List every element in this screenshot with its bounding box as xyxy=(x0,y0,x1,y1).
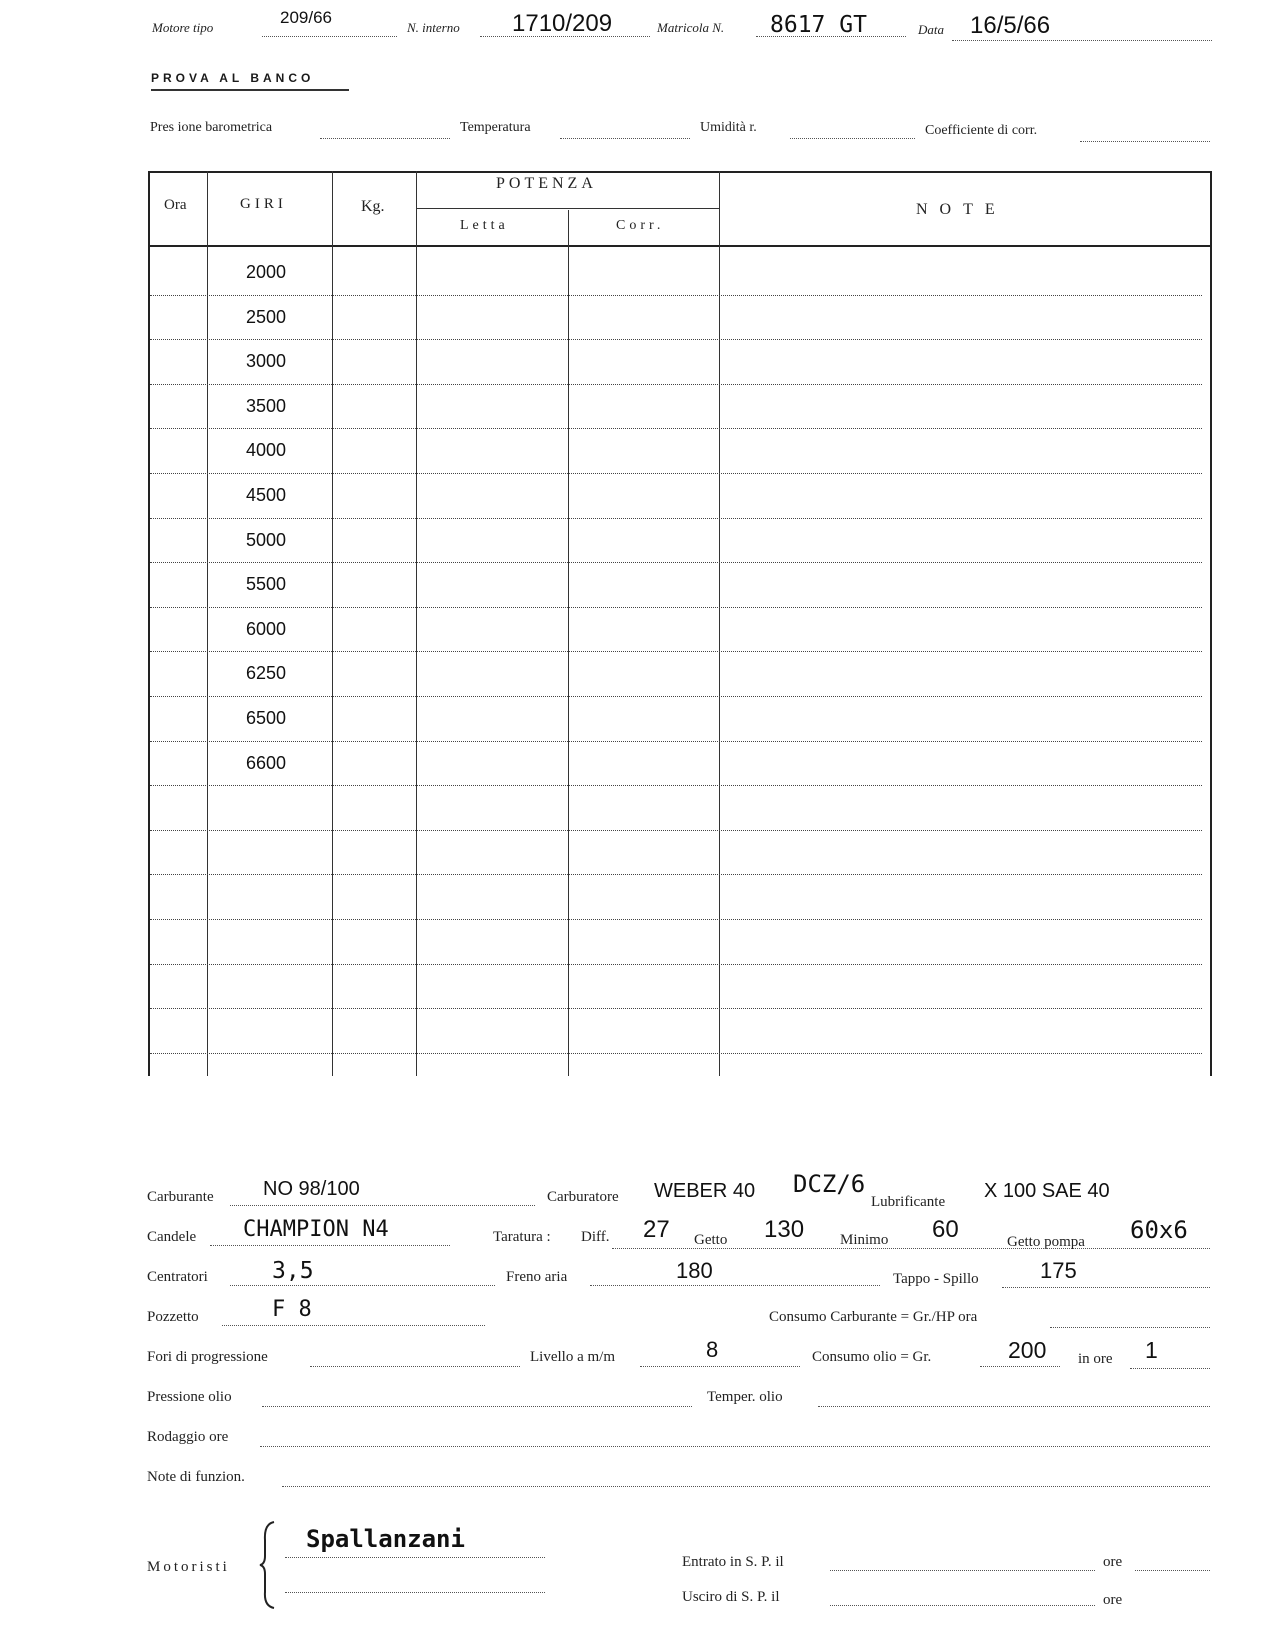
table-row-line xyxy=(150,562,1202,563)
data-label: Data xyxy=(918,22,944,37)
table-row[interactable] xyxy=(150,834,1210,879)
pressione-olio-line[interactable] xyxy=(262,1406,692,1407)
table-row-line xyxy=(150,339,1202,340)
carburante-value[interactable]: NO 98/100 xyxy=(263,1178,360,1200)
freno-aria-line xyxy=(590,1285,880,1286)
uscito-ore-label: ore xyxy=(1103,1592,1123,1608)
giri-cell: 2000 xyxy=(246,262,287,282)
pozzetto-label: Pozzetto xyxy=(147,1309,199,1325)
lubrificante-value[interactable]: X 100 SAE 40 xyxy=(984,1180,1110,1202)
giri-cell: 3500 xyxy=(246,395,287,416)
livello-line xyxy=(640,1366,800,1367)
carburatore-value[interactable]: WEBER 40 xyxy=(654,1180,756,1202)
freno-aria-value[interactable]: 180 xyxy=(676,1258,713,1283)
getto-value[interactable]: 130 xyxy=(764,1216,805,1243)
giri-cell: 6250 xyxy=(246,663,287,684)
matricola-value[interactable]: 8617 GT xyxy=(770,12,867,38)
table-row[interactable] xyxy=(150,700,1210,745)
table-header-border xyxy=(149,245,1211,247)
table-row[interactable] xyxy=(150,432,1210,477)
table-row[interactable] xyxy=(150,923,1210,968)
note-funz-label: Note di funzion. xyxy=(147,1469,245,1485)
table-row[interactable] xyxy=(150,655,1210,700)
tappo-spillo-value[interactable]: 175 xyxy=(1040,1258,1077,1283)
coefficiente-label: Coefficiente di corr. xyxy=(925,123,1038,138)
giri-cell: 4000 xyxy=(246,440,287,461)
temper-olio-line[interactable] xyxy=(818,1406,1210,1407)
consumo-olio-line xyxy=(980,1366,1060,1367)
table-row[interactable] xyxy=(150,611,1210,656)
lubrificante-label: Lubrificante xyxy=(871,1194,946,1210)
fori-line xyxy=(310,1366,520,1367)
giri-cell: 6600 xyxy=(246,752,287,773)
getto-label: Getto xyxy=(694,1232,728,1248)
note-funz-line[interactable] xyxy=(282,1486,1210,1487)
giri-cell: 5000 xyxy=(246,529,287,550)
fori-label: Fori di progressione xyxy=(147,1349,268,1365)
giri-cell: 3000 xyxy=(246,351,287,372)
candele-line xyxy=(210,1245,450,1246)
potenza-sub-border xyxy=(417,208,719,209)
diff-label: Diff. xyxy=(581,1229,610,1245)
consumo-carb-line xyxy=(1050,1327,1210,1328)
giri-cell: 6500 xyxy=(246,708,287,728)
col-header-ora: Ora xyxy=(164,197,187,213)
pressione-olio-label: Pressione olio xyxy=(147,1389,232,1405)
table-row-line xyxy=(150,785,1202,786)
candele-value[interactable]: CHAMPION N4 xyxy=(243,1217,389,1242)
livello-label: Livello a m/m xyxy=(530,1349,615,1365)
table-row-line xyxy=(150,651,1202,652)
matricola-label: Matricola N. xyxy=(657,20,725,35)
entrato-line[interactable] xyxy=(830,1570,1095,1571)
table-row[interactable] xyxy=(150,299,1210,344)
in-ore-label: in ore xyxy=(1078,1351,1113,1367)
giri-cell: 2500 xyxy=(246,306,287,327)
n-interno-value[interactable]: 1710/209 xyxy=(512,10,613,37)
table-row[interactable] xyxy=(150,1012,1210,1057)
tappo-spillo-label: Tappo - Spillo xyxy=(893,1271,979,1287)
table-row[interactable] xyxy=(150,477,1210,522)
col-header-corr: Corr. xyxy=(616,218,665,233)
carburatore-model[interactable]: DCZ/6 xyxy=(793,1170,866,1198)
carburante-line xyxy=(230,1205,535,1206)
diff-value[interactable]: 27 xyxy=(643,1216,670,1243)
temperatura-label: Temperatura xyxy=(460,120,531,135)
motorista-1-line xyxy=(285,1557,545,1558)
carburante-label: Carburante xyxy=(147,1189,214,1205)
candele-label: Candele xyxy=(147,1229,197,1245)
motorista-1-value[interactable]: Spallanzani xyxy=(306,1525,465,1553)
section-title: PROVA AL BANCO xyxy=(151,71,315,85)
col-header-giri: GIRI xyxy=(240,196,287,212)
tappo-spillo-line xyxy=(1002,1287,1210,1288)
table-row-line xyxy=(150,428,1202,429)
table-row-line xyxy=(150,1008,1202,1009)
table-row-line xyxy=(150,964,1202,965)
motoristi-label: Motoristi xyxy=(147,1559,230,1575)
table-row-line xyxy=(150,874,1202,875)
table-row[interactable] xyxy=(150,388,1210,433)
umidita-label: Umidità r. xyxy=(700,120,757,135)
getto-pompa-label: Getto pompa xyxy=(1007,1234,1085,1250)
taratura-line xyxy=(612,1248,1210,1249)
table-row[interactable] xyxy=(150,566,1210,611)
table-row-line xyxy=(150,696,1202,697)
motore-tipo-value[interactable]: 209/66 xyxy=(280,8,332,27)
col-header-potenza: POTENZA xyxy=(496,175,597,192)
table-row-line xyxy=(150,473,1202,474)
table-row[interactable] xyxy=(150,522,1210,567)
col-header-kg: Kg. xyxy=(361,198,385,215)
giri-cell: 6000 xyxy=(246,618,287,639)
centratori-value[interactable]: 3,5 xyxy=(272,1258,314,1284)
table-row[interactable] xyxy=(150,343,1210,388)
uscito-label: Usciro di S. P. il xyxy=(682,1589,780,1605)
consumo-olio-label: Consumo olio = Gr. xyxy=(812,1349,932,1365)
consumo-olio-value[interactable]: 200 xyxy=(1008,1337,1047,1363)
getto-pompa-value[interactable]: 60x6 xyxy=(1130,1216,1188,1244)
table-row-line xyxy=(150,919,1202,920)
pozzetto-value[interactable]: F 8 xyxy=(272,1297,312,1322)
table-row[interactable] xyxy=(150,878,1210,923)
centratori-label: Centratori xyxy=(147,1269,208,1285)
motore-tipo-label: Motore tipo xyxy=(152,20,214,35)
col-header-letta: Letta xyxy=(460,218,509,233)
table-row[interactable] xyxy=(150,968,1210,1013)
in-ore-line xyxy=(1130,1368,1210,1369)
table-row[interactable] xyxy=(150,789,1210,834)
giri-cell: 5500 xyxy=(246,574,287,595)
uscito-line[interactable] xyxy=(830,1605,1095,1606)
consumo-carb-label: Consumo Carburante = Gr./HP ora xyxy=(769,1309,978,1325)
table-row-line xyxy=(150,741,1202,742)
minimo-value[interactable]: 60 xyxy=(932,1216,959,1243)
in-ore-value[interactable]: 1 xyxy=(1145,1337,1158,1363)
table-top-border xyxy=(149,171,1211,173)
giri-cell: 4500 xyxy=(246,485,287,505)
temper-olio-label: Temper. olio xyxy=(707,1389,783,1405)
brace-icon xyxy=(258,1520,280,1610)
table-row[interactable] xyxy=(150,745,1210,790)
col-header-note: NOTE xyxy=(916,201,1007,218)
pressione-label: Pres ione barometrica xyxy=(150,120,273,135)
data-value[interactable]: 16/5/66 xyxy=(970,12,1051,39)
pozzetto-line xyxy=(222,1325,485,1326)
n-interno-label: N. interno xyxy=(407,20,460,35)
minimo-label: Minimo xyxy=(840,1232,889,1248)
centratori-line xyxy=(230,1285,495,1286)
livello-value[interactable]: 8 xyxy=(706,1337,719,1362)
freno-aria-label: Freno aria xyxy=(506,1269,568,1285)
table-row-line xyxy=(150,607,1202,608)
motorista-2-line[interactable] xyxy=(285,1592,545,1593)
entrato-ore-line[interactable] xyxy=(1135,1570,1210,1571)
rodaggio-line[interactable] xyxy=(260,1446,1210,1447)
taratura-label: Taratura : xyxy=(493,1229,551,1245)
entrato-ore-label: ore xyxy=(1103,1554,1123,1570)
table-row-line xyxy=(150,1053,1202,1054)
carburatore-label: Carburatore xyxy=(547,1189,619,1205)
table-row[interactable] xyxy=(150,254,1210,299)
table-row-line xyxy=(150,384,1202,385)
rodaggio-label: Rodaggio ore xyxy=(147,1429,229,1445)
table-row-line xyxy=(150,830,1202,831)
table-row-line xyxy=(150,295,1202,296)
table-row-line xyxy=(150,518,1202,519)
col-border-right xyxy=(1210,171,1212,1076)
entrato-label: Entrato in S. P. il xyxy=(682,1554,784,1570)
